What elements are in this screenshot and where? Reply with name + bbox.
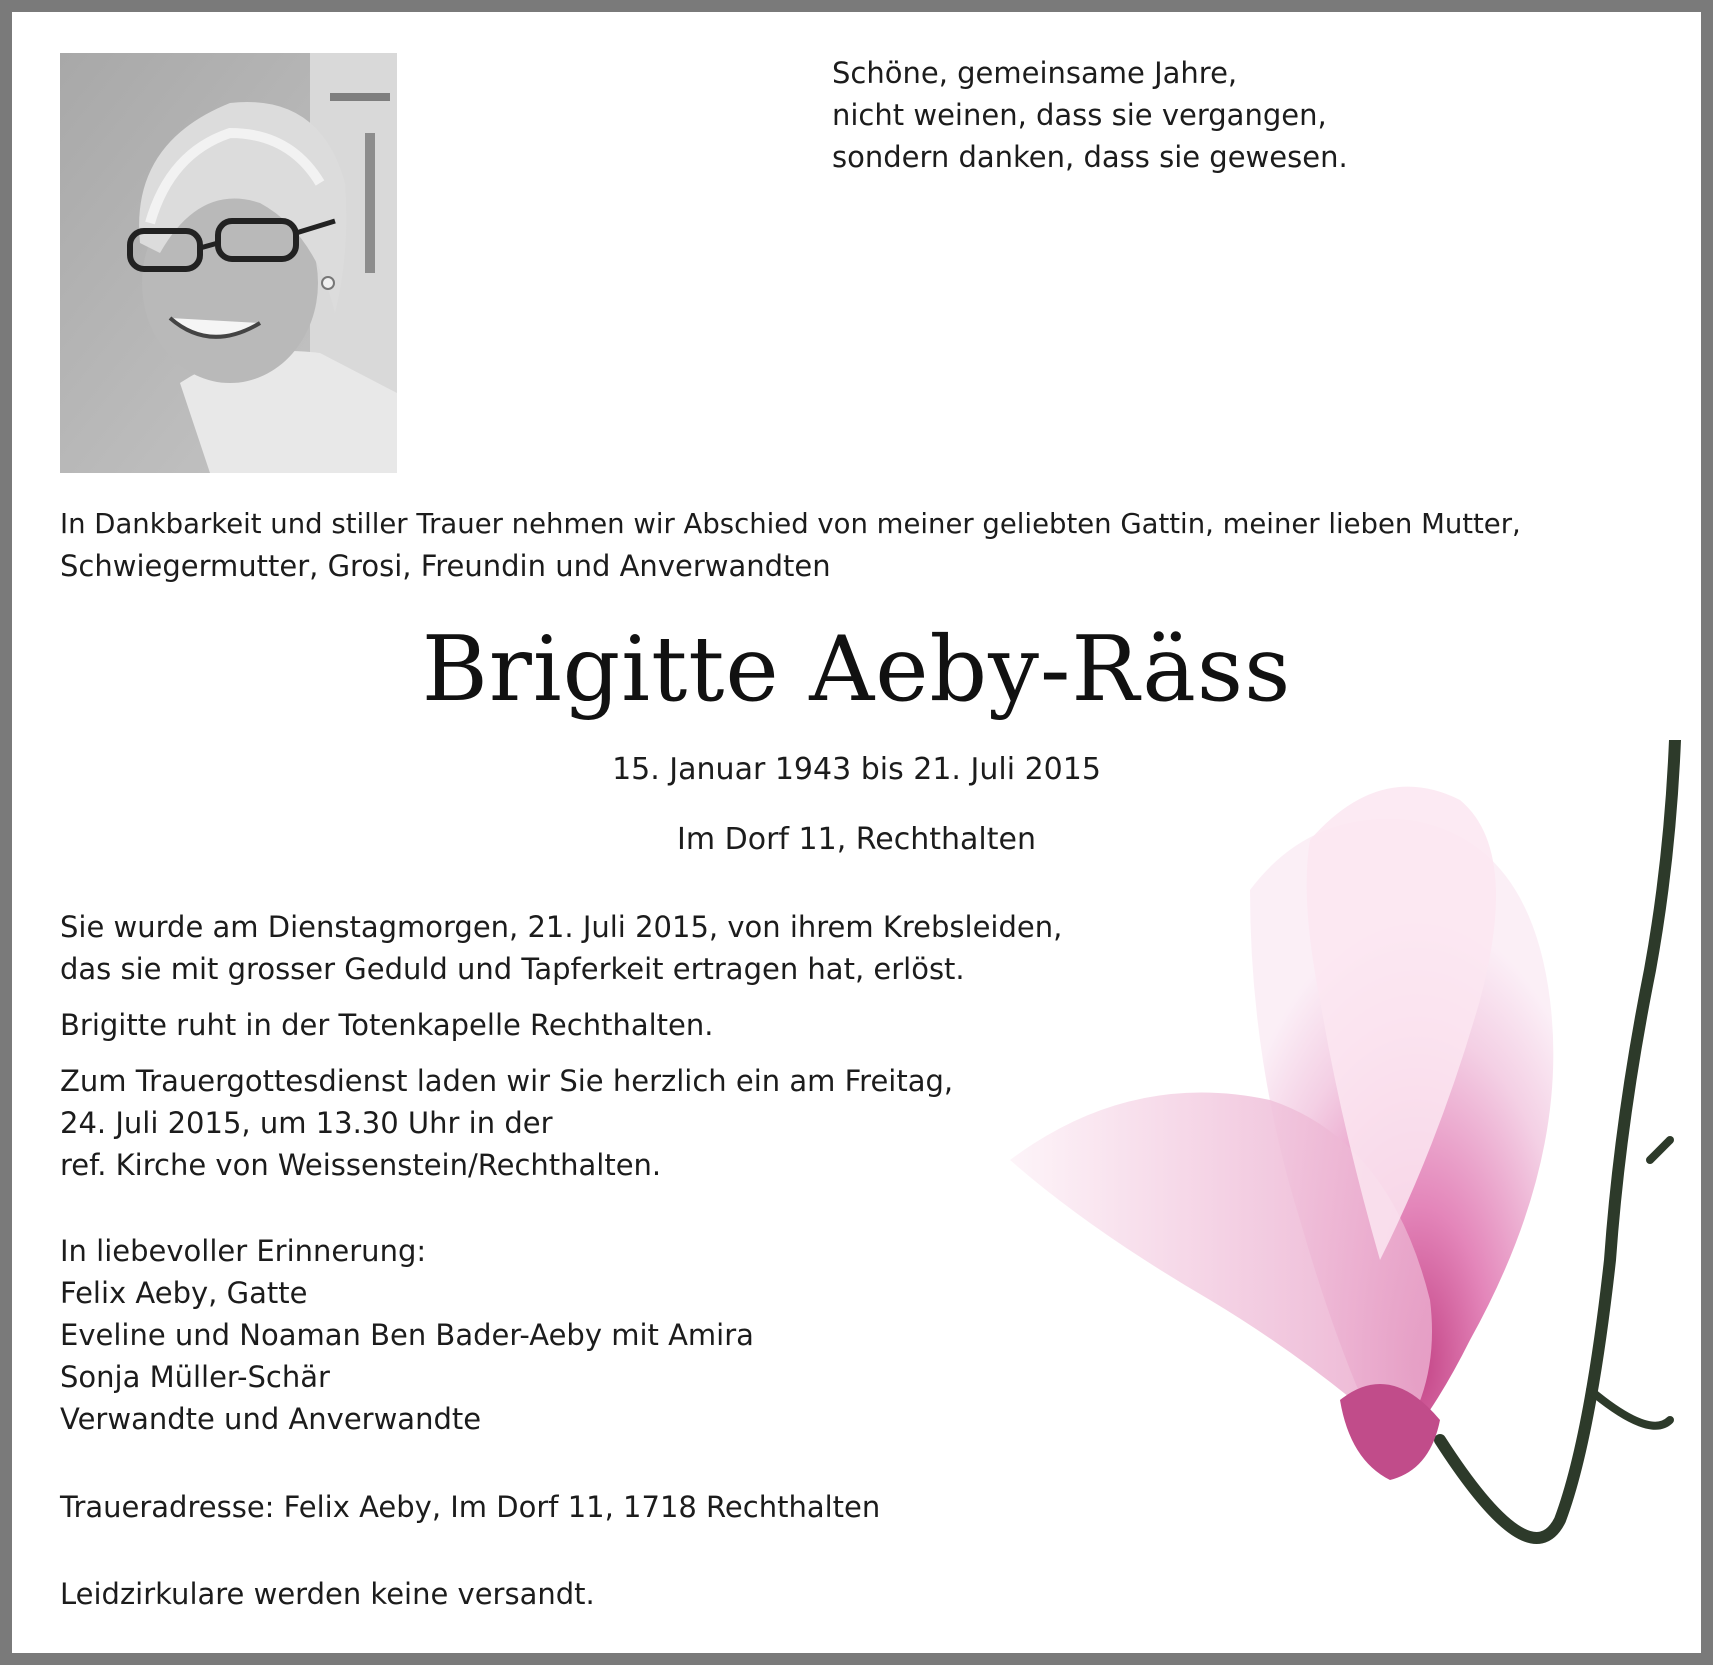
death-notice-line: das sie mit grosser Geduld und Tapferkeit ertragen hat, erlöst.	[60, 952, 965, 986]
portrait-photo	[60, 53, 397, 473]
resting-place	[60, 1004, 713, 1046]
intro-text	[60, 503, 1660, 587]
intro-line: In Dankbarkeit und stiller Trauer nehmen wir Abschied von meiner geliebten Gattin, meiner lieben Mutter,	[60, 508, 1521, 540]
deceased-address: Im Dorf 11, Rechthalten	[677, 822, 1036, 857]
mourner: Eveline und Noaman Ben Bader-Aeby mit Amira	[60, 1318, 754, 1352]
no-circulars-line: Leidzirkulare werden keine versandt.	[60, 1577, 595, 1611]
intro-line: Schwiegermutter, Grosi, Freundin und Anverwandten	[60, 549, 831, 583]
mourner: Verwandte und Anverwandte	[60, 1402, 482, 1436]
service-line: ref. Kirche von Weissenstein/Rechthalten.	[60, 1148, 662, 1182]
magnolia-flower-image	[1010, 740, 1703, 1653]
service-line: Zum Trauergottesdienst laden wir Sie herzlich ein am Freitag,	[60, 1064, 954, 1098]
poem	[832, 52, 1348, 178]
deceased-name: Brigitte Aeby-Räss	[421, 617, 1292, 722]
poem-line: Schöne, gemeinsame Jahre,	[832, 56, 1238, 90]
resting-place-line: Brigitte ruht in der Totenkapelle Rechthalten.	[60, 1008, 714, 1042]
mourning-address-line: Traueradresse: Felix Aeby, Im Dorf 11, 1718 Rechthalten	[60, 1490, 881, 1524]
poem-line: sondern danken, dass sie gewesen.	[832, 140, 1348, 174]
mourner: Sonja Müller-Schär	[60, 1360, 330, 1394]
mourning-address	[60, 1486, 880, 1528]
mourner: Felix Aeby, Gatte	[60, 1276, 308, 1310]
mourners-heading: In liebevoller Erinnerung:	[60, 1234, 427, 1268]
life-dates: 15. Januar 1943 bis 21. Juli 2015	[612, 752, 1101, 787]
service-line: 24. Juli 2015, um 13.30 Uhr in der	[60, 1106, 553, 1140]
no-circulars-note	[60, 1573, 595, 1615]
service-info	[60, 1060, 953, 1186]
mourners-list	[60, 1230, 754, 1440]
poem-line: nicht weinen, dass sie vergangen,	[832, 98, 1327, 132]
death-notice	[60, 906, 1062, 990]
death-notice-line: Sie wurde am Dienstagmorgen, 21. Juli 2015, von ihrem Krebsleiden,	[60, 910, 1063, 944]
